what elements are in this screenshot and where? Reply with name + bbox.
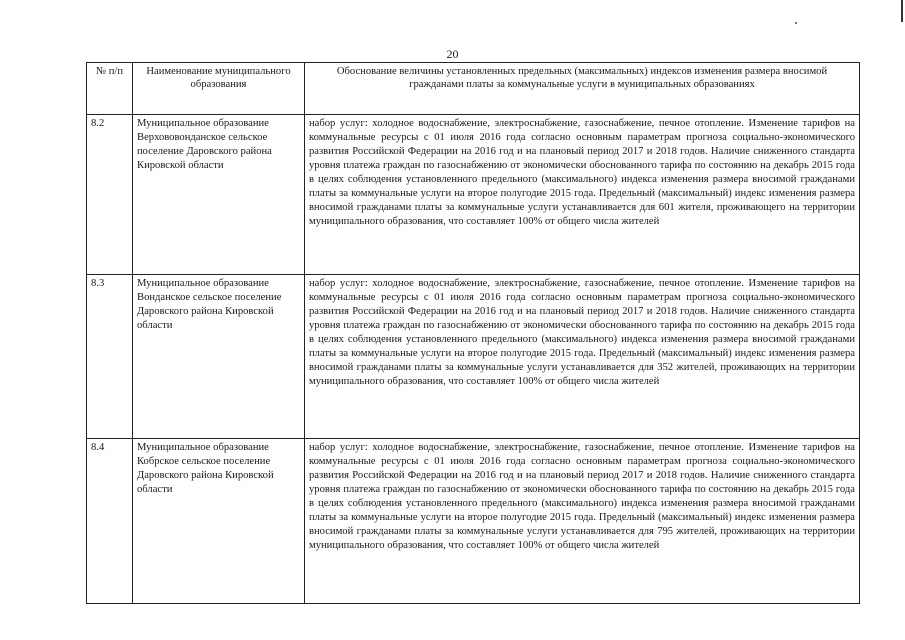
municipality-name: Муниципальное образование Кобрское сельское поселение Даровского района Кировской области <box>133 439 305 604</box>
header-justification: Обоснование величины установленных предельных (максимальных) индексов изменения размера вносимой гражданами платы за коммунальные услуги в муниципальных образованиях <box>305 63 860 115</box>
justification-text: набор услуг: холодное водоснабжение, электроснабжение, газоснабжение, печное отопление. Изменение тарифов на коммунальные ресурсы с 01 июля 2016 года согласно основным параметрам прогноза социально-экономического развития Российской Федерации на 2016 год и на плановый период 2017 и 2018 годов. Наличие сниженного стандарта уровня платежа граждан по газоснабжению от экономически обоснованного тарифа по состоянию на декабрь 2015 года в целях соблюдения установленного предельного (максимального) индекса изменения размера вносимой гражданами платы за коммунальные услуги на второе полугодие 2015 года. Предельный (максимальный) индекс изменения размера вносимой гражданами платы за коммунальные услуги устанавливается для 795 жителей, проживающих на территории муниципального образования, что составляет 100% от общего числа жителей <box>305 439 860 604</box>
table-header-row <box>87 63 860 115</box>
page-number: 20 <box>446 47 459 61</box>
table-row <box>87 115 860 275</box>
table-row <box>87 275 860 439</box>
header-name: Наименование муниципального образования <box>133 63 305 115</box>
header-num: № п/п <box>87 63 133 115</box>
table-row <box>87 439 860 604</box>
scan-dust-dot <box>795 22 797 24</box>
municipality-name: Муниципальное образование Верхововонданское сельское поселение Даровского района Кировской области <box>133 115 305 275</box>
municipality-name: Муниципальное образование Вонданское сельское поселение Даровского района Кировской области <box>133 275 305 439</box>
row-number: 8.2 <box>87 115 133 275</box>
justification-text: набор услуг: холодное водоснабжение, электроснабжение, газоснабжение, печное отопление. Изменение тарифов на коммунальные ресурсы с 01 июля 2016 года согласно основным параметрам прогноза социально-экономического развития Российской Федерации на 2016 год и на плановый период 2017 и 2018 годов. Наличие сниженного стандарта уровня платежа граждан по газоснабжению от экономически обоснованного тарифа по состоянию на декабрь 2015 года в целях соблюдения установленного предельного (максимального) индекса изменения размера вносимой гражданами платы за коммунальные услуги на второе полугодие 2015 года. Предельный (максимальный) индекс изменения размера вносимой гражданами платы за коммунальные услуги устанавливается для 601 жителя, проживающего на территории муниципального образования, что составляет 100% от общего числа жителей <box>305 115 860 275</box>
justification-text: набор услуг: холодное водоснабжение, электроснабжение, газоснабжение, печное отопление. Изменение тарифов на коммунальные ресурсы с 01 июля 2016 года согласно основным параметрам прогноза социально-экономического развития Российской Федерации на 2016 год и на плановый период 2017 и 2018 годов. Наличие сниженного стандарта уровня платежа граждан по газоснабжению от экономически обоснованного тарифа по состоянию на декабрь 2015 года в целях соблюдения установленного предельного (максимального) индекса изменения размера вносимой гражданами платы за коммунальные услуги на второе полугодие 2015 года. Предельный (максимальный) индекс изменения размера вносимой гражданами платы за коммунальные услуги устанавливается для 352 жителей, проживающих на территории муниципального образования, что составляет 100% от общего числа жителей <box>305 275 860 439</box>
row-number: 8.4 <box>87 439 133 604</box>
scan-edge-mark <box>901 0 903 22</box>
row-number: 8.3 <box>87 275 133 439</box>
tariff-table <box>86 62 860 604</box>
